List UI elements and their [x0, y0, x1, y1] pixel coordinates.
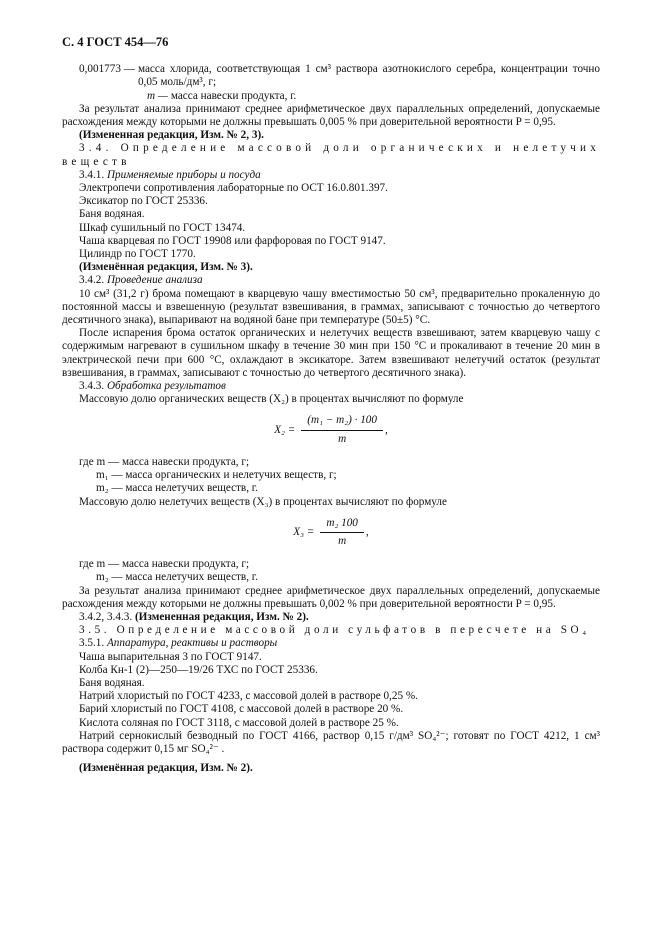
amendment-note: (Измененная редакция, Изм. № 2). — [134, 610, 309, 623]
procedure-paragraph: После испарения брома остаток органических и нелетучих веществ взвешивают, затем кварцевую чашу с содержимым нагревают в сушильном шкафу в течение 30 мин при 150 °С и прокаливают в течение 20 мин в электрической печи при 600 °С, охлаждают в эксикаторе. Затем взвешивают нелетучий остаток (результат взвешивания, в граммах, записывают с точностью до четвертого десятичного знака). — [62, 327, 600, 379]
where-item: где m — масса навески продукта, г; — [79, 558, 250, 571]
formula-x3 — [62, 517, 600, 548]
definition-value: масса хлорида, соответствующая 1 см³ раствора азотнокислого серебра, концентрации точно 0,05 моль/дм³, г; — [137, 63, 600, 89]
subsection-title: Применяемые приборы и посуда — [106, 168, 261, 181]
subsection-3-5-1 — [62, 637, 600, 650]
formula-intro: Массовую долю органических веществ (X₂) в процентах вычисляют по формуле — [79, 393, 464, 406]
formula-punct: , — [385, 423, 388, 436]
equipment-item: Чаша кварцевая по ГОСТ 19908 или фарфоровая по ГОСТ 9147. — [79, 234, 386, 247]
subsection-3-4-2 — [62, 274, 600, 287]
page-header: С. 4 ГОСТ 454—76 — [62, 35, 169, 49]
section-3-5-title: 3.5. Определение массовой доли сульфатов в пересчете на SO₄ — [79, 624, 590, 637]
subsection-number: 3.5.1. — [79, 637, 105, 650]
definition-row — [79, 63, 600, 89]
where-item: m₂ — масса нелетучих веществ, г. — [96, 571, 258, 584]
top-definitions — [62, 63, 600, 103]
subsection-number: 3.4.2. — [79, 274, 105, 287]
equipment-list — [62, 182, 600, 261]
definition-key: m — — [147, 89, 168, 102]
definition-value: масса навески продукта, г. — [170, 89, 297, 102]
formula-x2 — [62, 414, 600, 445]
formula-denominator: m — [338, 534, 347, 547]
formula-lhs: X₃ = — [293, 525, 315, 538]
reagent-item: Баня водяная. — [79, 676, 145, 689]
amendment-note: (Изменённая редакция, Изм. № 3). — [79, 261, 253, 274]
subsection-number: 3.4.3. — [79, 380, 105, 393]
formula-intro: Массовую долю нелетучих веществ (X₃) в процентах вычисляют по формуле — [79, 495, 447, 508]
reagent-item: Натрий хлористый по ГОСТ 4233, с массовой долей в растворе 0,25 %. — [79, 690, 418, 703]
where-list-2 — [62, 558, 600, 584]
amendment-note: (Измененная редакция, Изм. № 2, 3). — [79, 129, 264, 142]
subsection-title: Обработка результатов — [106, 380, 226, 393]
formula-denominator: m — [338, 432, 347, 445]
subsection-title: Аппаратура, реактивы и растворы — [106, 637, 278, 650]
formula-punct: , — [365, 525, 369, 538]
equipment-item: Шкаф сушильный по ГОСТ 13474. — [79, 221, 246, 234]
sulfate-standard-paragraph: Натрий сернокислый безводный по ГОСТ 4166, раствор 0,15 г/дм³ SO₄²⁻; готовят по ГОСТ 4212, 1 см³ раствора содержит 0,15 мг SO₄²⁻ . — [62, 729, 600, 755]
definition-key: 0,001773 — — [79, 63, 135, 76]
result-paragraph: За результат анализа принимают среднее арифметическое двух параллельных определений, допускаемые расхождения между которыми не должны превышать 0,002 % при доверительной вероятности P = 0,95. — [62, 584, 600, 610]
formula-numerator: (m₁ − m₂) · 100 — [301, 414, 383, 430]
result-paragraph: За результат анализа принимают среднее арифметическое двух параллельных определений, допускаемые расхождения между которыми не должны превышать 0,005 % при доверительной вероятности P = 0,95. — [62, 102, 600, 129]
equipment-item: Цилиндр по ГОСТ 1770. — [79, 248, 196, 261]
reagent-item: Чаша выпарительная 3 по ГОСТ 9147. — [79, 650, 262, 663]
reagent-item: Колба Кн-1 (2)—250—19/26 ТХС по ГОСТ 25336. — [79, 663, 318, 676]
equipment-item: Баня водяная. — [79, 208, 145, 221]
subsection-number: 3.4.1. — [79, 168, 105, 181]
definition-row — [79, 90, 600, 103]
where-list-1 — [62, 456, 600, 496]
amendment-line — [62, 611, 600, 624]
formula-numerator: m₂ 100 — [320, 517, 364, 533]
equipment-item: Эксикатор по ГОСТ 25336. — [79, 195, 208, 208]
equipment-item: Электропечи сопротивления лабораторные по ОСТ 16.0.801.397. — [79, 182, 388, 195]
subsection-3-4-1 — [62, 169, 600, 182]
document-page — [62, 36, 600, 775]
reagent-item: Кислота соляная по ГОСТ 3118, с массовой долей в растворе 25 %. — [79, 716, 399, 729]
where-item: m₁ — масса органических и нелетучих веществ, г; — [96, 469, 337, 482]
where-item: m₂ — масса нелетучих веществ, г. — [96, 482, 258, 495]
amendment-sections: 3.4.2, 3.4.3. — [79, 610, 133, 623]
subsection-3-4-3 — [62, 380, 600, 393]
procedure-paragraph: 10 см³ (31,2 г) брома помещают в кварцевую чашу вместимостью 50 см³, предварительно прокаленную до постоянной массы и взвешенную (результат взвешивания, в граммах, записывают с точностью до четвертого десятичного знака), выпаривают на водяной бане при температуре (50±5) °С. — [62, 287, 600, 327]
where-item: где m — масса навески продукта, г; — [79, 455, 250, 468]
subsection-title: Проведение анализа — [106, 274, 203, 287]
formula-fraction — [301, 414, 383, 445]
reagent-item: Барий хлористый по ГОСТ 4108, с массовой долей в растворе 20 %. — [79, 703, 404, 716]
amendment-note: (Изменённая редакция, Изм. № 2). — [79, 762, 253, 775]
formula-fraction — [320, 517, 364, 548]
reagent-list — [62, 651, 600, 730]
section-3-4-title: 3.4. Определение массовой доли органических и нелетучих веществ — [62, 142, 600, 168]
formula-lhs: X₂ = — [274, 423, 296, 436]
